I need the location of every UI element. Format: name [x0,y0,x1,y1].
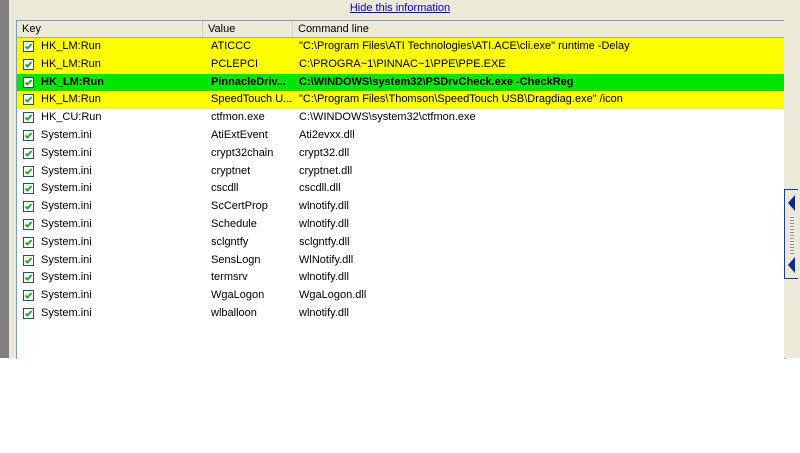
row-command: C:\PROGRA~1\PINNAC~1\PPE\PPE.EXE [299,57,506,70]
row-checkbox[interactable] [23,308,34,319]
row-value: WgaLogon [211,289,265,302]
check-icon [24,291,33,300]
table-row[interactable] [17,56,784,74]
row-value: PCLEPCI [211,57,259,70]
table-row[interactable] [17,109,784,127]
row-key: System.ini [41,306,92,319]
row-command: cryptnet.dll [299,164,353,177]
check-icon [24,309,33,318]
row-value: SensLogn [211,253,261,266]
table-row[interactable] [17,74,784,92]
row-key: System.ini [41,146,92,159]
table-row[interactable] [17,305,784,323]
table-row[interactable] [17,91,784,109]
check-icon [24,184,33,193]
row-command: "C:\Program Files\Thomson\SpeedTouch USB\Dragdiag.exe" /icon [299,93,623,106]
check-icon [24,42,33,51]
row-value: ATICCC [211,40,252,52]
row-checkbox[interactable] [23,77,34,88]
row-value: PinnacleDriv... [211,75,286,88]
row-command: WlNotify.dll [299,253,354,266]
row-command: C:\WINDOWS\system32\PSDrvCheck.exe -CheckReg [299,75,574,88]
row-command: sclgntfy.dll [299,235,350,248]
check-icon [24,131,33,140]
row-value: Schedule [211,217,257,230]
row-command: wlnotify.dll [299,306,349,319]
hide-info-link[interactable]: Hide this information [349,2,451,14]
row-key: System.ini [41,128,92,141]
check-icon [24,202,33,211]
row-checkbox[interactable] [23,130,34,141]
row-value: wlballoon [211,306,257,319]
row-command: wlnotify.dll [299,200,349,213]
row-value: crypt32chain [211,146,274,159]
check-icon [24,220,33,229]
row-key: System.ini [41,253,92,266]
row-value: sclgntfy [211,235,249,248]
check-icon [24,167,33,176]
startup-items-list [16,20,785,359]
table-row[interactable] [17,180,784,198]
table-row[interactable] [17,287,784,305]
check-icon [24,149,33,158]
row-command: wlnotify.dll [299,271,349,284]
row-command: WgaLogon.dll [299,289,367,302]
table-row[interactable] [17,252,784,270]
scroll-grip [790,216,794,256]
left-edge-bar [0,0,9,358]
row-checkbox[interactable] [23,183,34,194]
row-checkbox[interactable] [23,112,34,123]
row-key: System.ini [41,271,92,284]
row-checkbox[interactable] [23,219,34,230]
row-checkbox[interactable] [23,290,34,301]
row-command: crypt32.dll [299,146,350,159]
row-checkbox[interactable] [23,255,34,266]
check-icon [24,95,33,104]
row-checkbox[interactable] [23,237,34,248]
column-header-command[interactable]: Command line [298,23,369,35]
check-icon [24,238,33,247]
row-key: System.ini [41,235,92,248]
table-row[interactable] [17,127,784,145]
row-checkbox[interactable] [23,201,34,212]
row-value: SpeedTouch U... [211,93,293,106]
row-key: HK_CU:Run [41,111,102,124]
row-command: cscdll.dll [299,182,341,195]
row-key: System.ini [41,200,92,213]
table-row[interactable] [17,198,784,216]
row-key: HK_LM:Run [41,75,104,88]
row-command: C:\WINDOWS\system32\ctfmon.exe [299,111,476,124]
row-checkbox[interactable] [23,94,34,105]
row-value: ctfmon.exe [211,111,265,124]
row-key: System.ini [41,217,92,230]
scroll-arrow-left-icon[interactable] [788,195,795,211]
row-key: HK_LM:Run [41,57,101,70]
check-icon [24,256,33,265]
row-key: System.ini [41,289,92,302]
row-command: "C:\Program Files\ATI Technologies\ATI.ACE\cli.exe" runtime -Delay [299,40,630,52]
row-key: System.ini [41,182,92,195]
row-command: Ati2evxx.dll [299,128,355,141]
row-checkbox[interactable] [23,272,34,283]
row-key: HK_LM:Run [41,93,101,106]
table-row[interactable] [17,269,784,287]
table-row[interactable] [17,38,784,56]
row-value: AtiExtEvent [211,128,268,141]
scroll-arrow-left-icon[interactable] [788,257,795,273]
row-value: termsrv [211,271,248,284]
row-checkbox[interactable] [23,59,34,70]
table-row[interactable] [17,216,784,234]
check-icon [24,60,33,69]
row-value: cscdll [211,182,239,195]
row-checkbox[interactable] [23,148,34,159]
check-icon [24,273,33,282]
row-checkbox[interactable] [23,41,34,52]
column-header-key[interactable]: Key [17,21,203,37]
row-key: System.ini [41,164,92,177]
row-command: wlnotify.dll [299,217,349,230]
table-row[interactable] [17,145,784,163]
check-icon [24,78,33,87]
column-header-value[interactable]: Value [203,21,293,37]
list-header [17,21,784,38]
top-link-bar [0,0,800,18]
table-row[interactable] [17,234,784,252]
row-checkbox[interactable] [23,166,34,177]
check-icon [24,113,33,122]
table-row[interactable] [17,163,784,181]
row-key: HK_LM:Run [41,40,101,52]
list-rows [17,38,784,323]
row-value: cryptnet [211,164,251,177]
row-value: ScCertProp [211,200,268,213]
